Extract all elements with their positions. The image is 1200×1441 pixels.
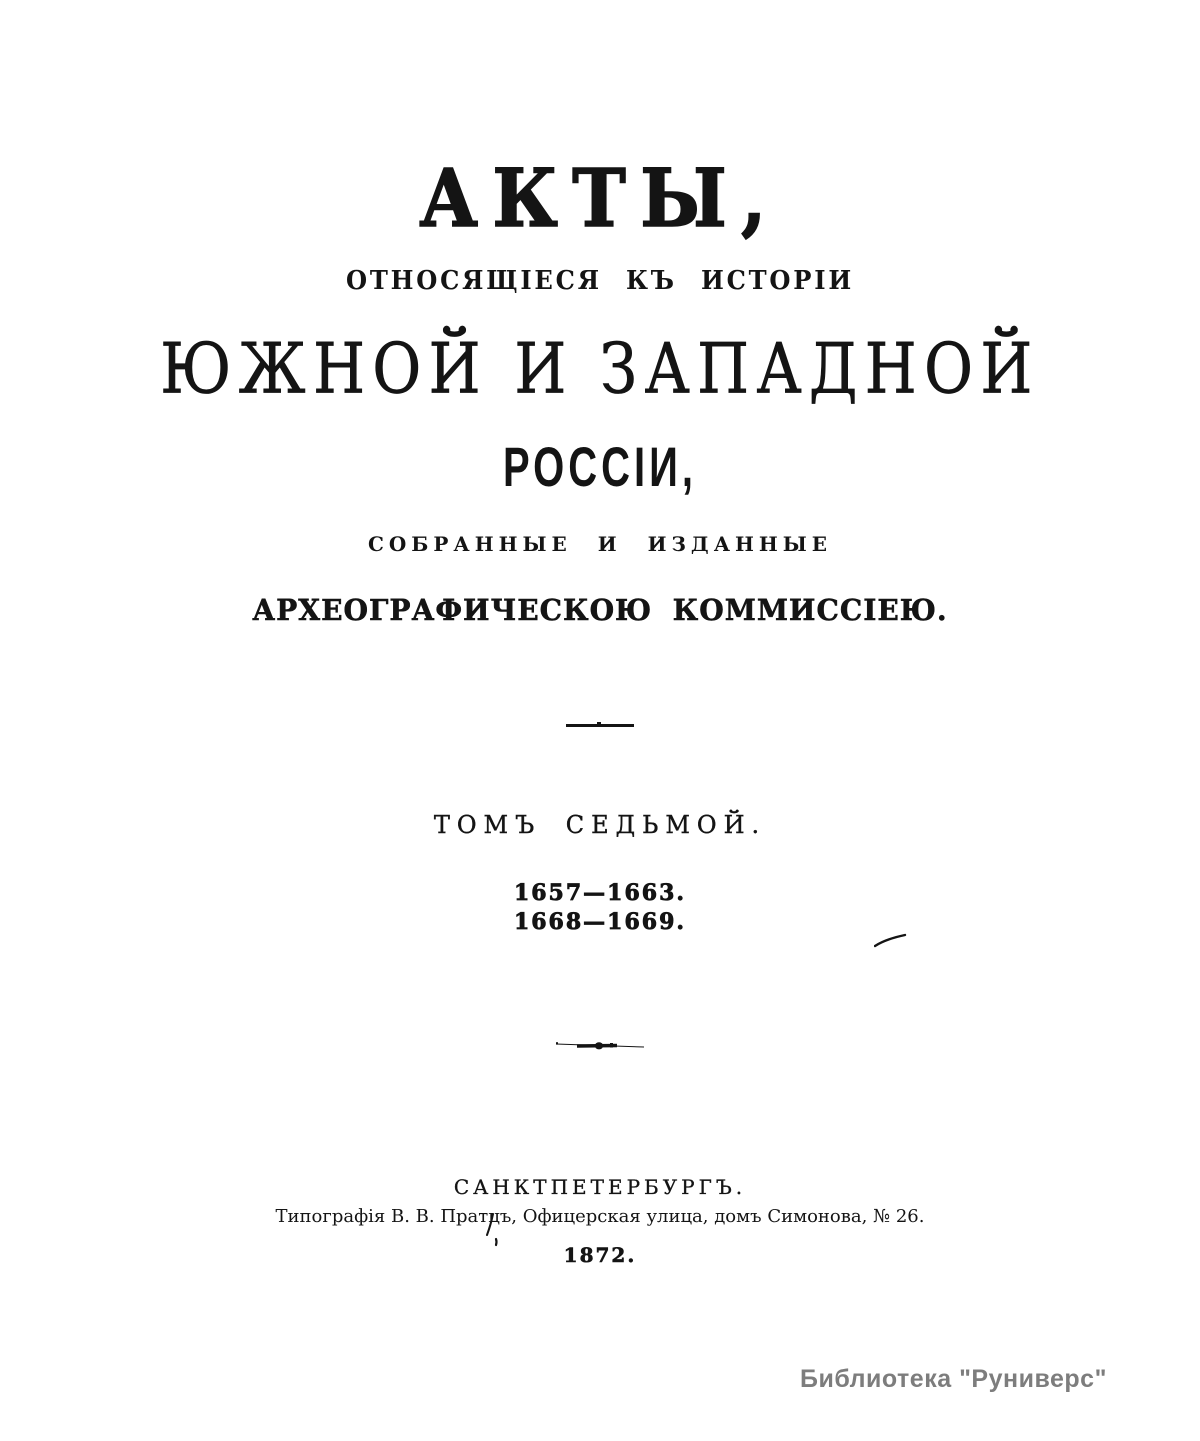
imprint-publisher-line: Типографія В. В. Пратцъ, Офицерская улица, домъ Симонова, № 26. (275, 1206, 925, 1227)
ornament-rule (555, 1038, 645, 1057)
title-region-line: ЮЖНОЙ И ЗАПАДНОЙ (160, 330, 1040, 410)
title-relating-line: ОТНОСЯЩІЕСЯ КЪ ИСТОРІИ (346, 266, 854, 296)
volume-line: ТОМЪ СЕДЬМОЙ. (433, 811, 767, 839)
commission-line: АРХЕОГРАФИЧЕСКОЮ КОММИССІЕЮ. (252, 593, 948, 627)
imprint-year: 1872. (563, 1243, 637, 1267)
divider-rule (566, 724, 634, 727)
collected-published-line: СОБРАННЫЕ И ИЗДАННЫЕ (367, 532, 833, 556)
title-russia-line: РОССІИ, (502, 435, 698, 499)
date-range-second: 1668—1669. (513, 909, 687, 935)
date-range-first: 1657—1663. (513, 880, 687, 906)
imprint-city: САНКТПЕТЕРБУРГЪ. (453, 1175, 747, 1199)
book-title: АКТЫ, (419, 151, 781, 245)
runivers-watermark: Библиотека "Руниверс" (800, 1365, 1107, 1393)
ink-stroke-mark (874, 933, 908, 953)
